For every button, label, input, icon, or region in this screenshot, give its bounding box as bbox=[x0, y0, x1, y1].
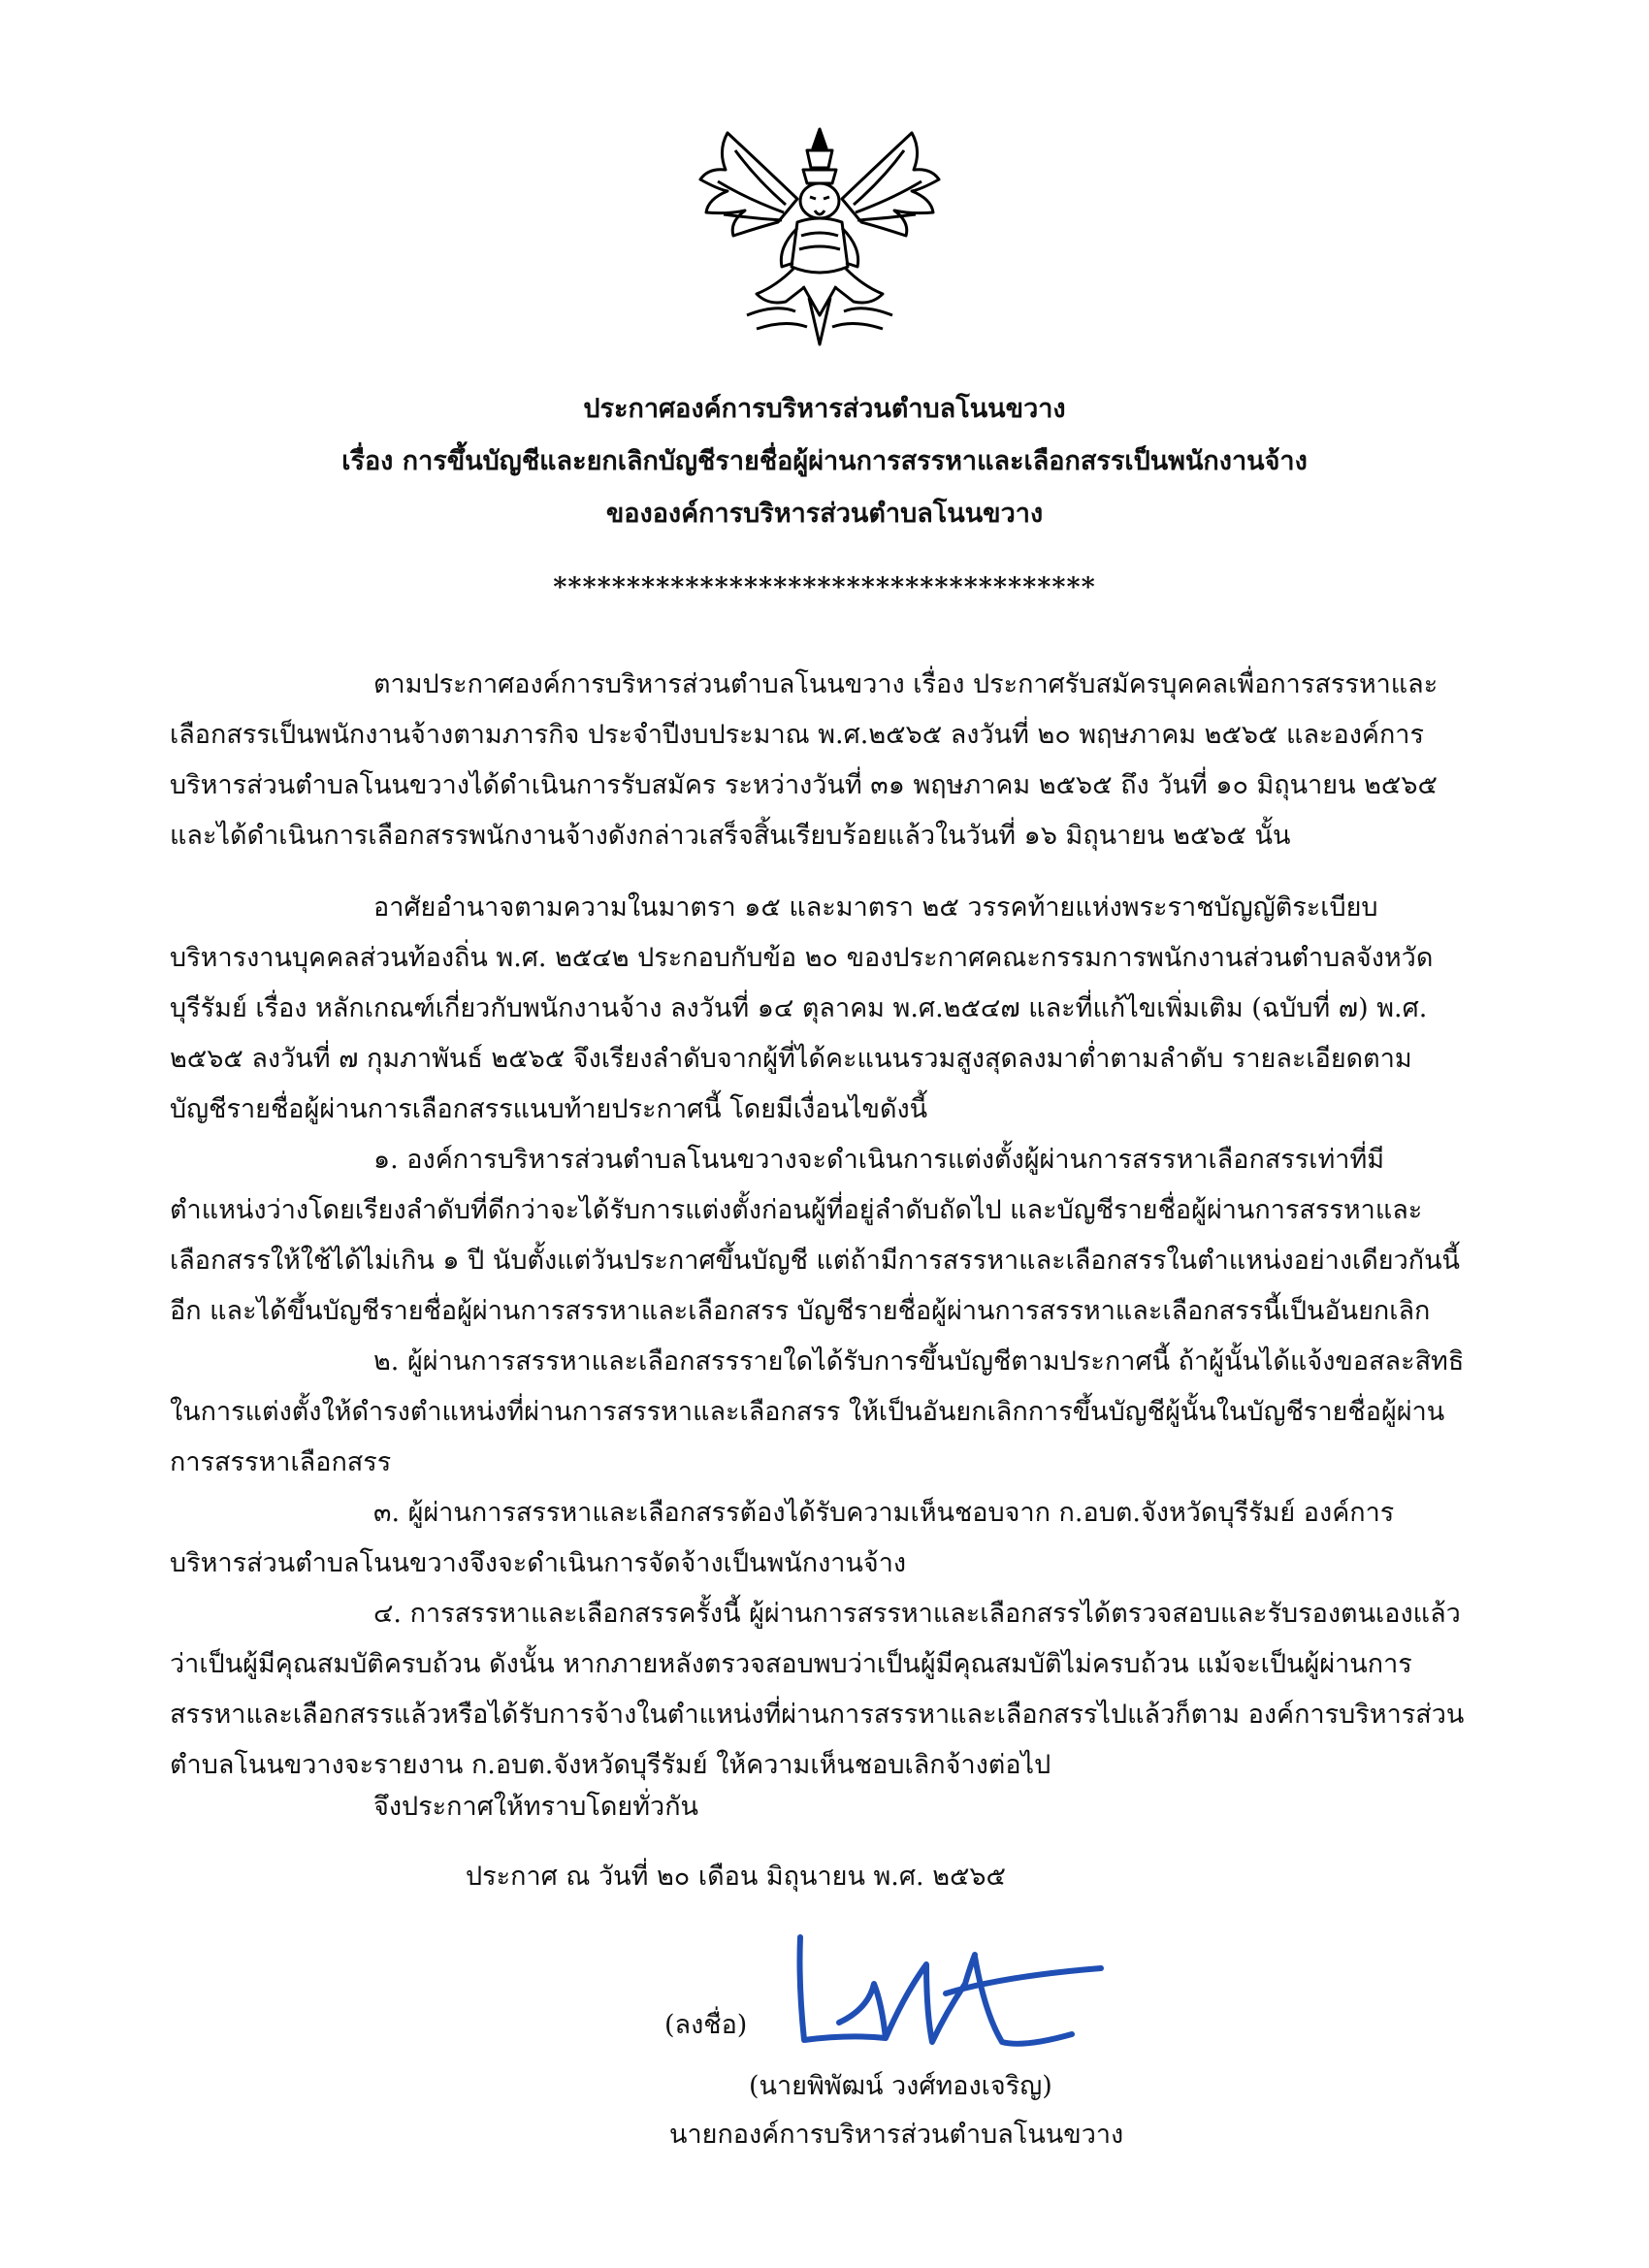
paragraph-line: และได้ดำเนินการเลือกสรรพนักงานจ้างดังกล่าวเสร็จสิ้นเรียบร้อยแล้วในวันที่ ๑๖ มิถุนายน ๒๕๖๕ นั้น bbox=[170, 821, 1291, 851]
paragraph-line: ๔. การสรรหาและเลือกสรรครั้งนี้ ผู้ผ่านการสรรหาและเลือกสรรได้ตรวจสอบและรับรองตนเองแล้ว bbox=[373, 1599, 1461, 1629]
paragraph-line: เลือกสรรเป็นพนักงานจ้างตามภารกิจ ประจำปีงบประมาณ พ.ศ.๒๕๖๕ ลงวันที่ ๒๐ พฤษภาคม ๒๕๖๕ และองค์การ bbox=[170, 720, 1424, 750]
paragraph-authority bbox=[170, 883, 1474, 1135]
paragraph-line: อีก และได้ขึ้นบัญชีรายชื่อผู้ผ่านการสรรหาและเลือกสรร บัญชีรายชื่อผู้ผ่านการสรรหาและเลือกสรรนี้เป็นอันยกเลิก bbox=[170, 1296, 1431, 1326]
signer-position: นายกองค์การบริหารส่วนตำบลโนนขวาง bbox=[669, 2120, 1124, 2150]
title-line-2: เรื่อง การขึ้นบัญชีและยกเลิกบัญชีรายชื่อผู้ผ่านการสรรหาและเลือกสรรเป็นพนักงานจ้าง bbox=[341, 446, 1308, 476]
paragraph-line: ตามประกาศองค์การบริหารส่วนตำบลโนนขวาง เรื่อง ประกาศรับสมัครบุคคลเพื่อการสรรหาและ bbox=[373, 669, 1439, 699]
condition-4 bbox=[170, 1589, 1474, 1791]
garuda-emblem-icon bbox=[689, 121, 951, 359]
paragraph-line: บุรีรัมย์ เรื่อง หลักเกณฑ์เกี่ยวกับพนักงานจ้าง ลงวันที่ ๑๔ ตุลาคม พ.ศ.๒๕๔๗ และที่แก้ไขเพิ่มเติม (ฉบับที่ ๗) พ.ศ. bbox=[170, 993, 1428, 1023]
condition-2 bbox=[170, 1337, 1474, 1488]
paragraph-line: การสรรหาเลือกสรร bbox=[170, 1447, 392, 1477]
star-separator: ************************************* bbox=[553, 572, 1096, 602]
paragraph-line: สรรหาและเลือกสรรแล้วหรือได้รับการจ้างในตำแหน่งที่ผ่านการสรรหาและเลือกสรรไปแล้วก็ตาม องค์การบริหารส่วน bbox=[170, 1700, 1465, 1730]
document-title bbox=[194, 383, 1455, 540]
paragraph-line: บริหารส่วนตำบลโนนขวางจึงจะดำเนินการจัดจ้างเป็นพนักงานจ้าง bbox=[170, 1548, 907, 1578]
condition-3 bbox=[170, 1488, 1474, 1589]
paragraph-line: ว่าเป็นผู้มีคุณสมบัติครบถ้วน ดังนั้น หากภายหลังตรวจสอบพบว่าเป็นผู้มีคุณสมบัติไม่ครบถ้วน แม้จะเป็นผู้ผ่านการ bbox=[170, 1649, 1412, 1679]
signer-name: (นายพิพัฒน์ วงศ์ทองเจริญ) bbox=[749, 2071, 1052, 2101]
paragraph-line: บริหารส่วนตำบลโนนขวางได้ดำเนินการรับสมัคร ระหว่างวันที่ ๓๑ พฤษภาคม ๒๕๖๕ ถึง วันที่ ๑๐ มิถุนายน ๒๕๖๕ bbox=[170, 770, 1438, 800]
signature-label: (ลงชื่อ) bbox=[664, 2010, 748, 2040]
paragraph-line: อาศัยอำนาจตามความในมาตรา ๑๕ และมาตรา ๒๕ วรรคท้ายแห่งพระราชบัญญัติระเบียบ bbox=[373, 892, 1378, 923]
handwritten-signature bbox=[781, 1926, 1149, 2061]
paragraph-line: ตำบลโนนขวางจะรายงาน ก.อบต.จังหวัดบุรีรัมย์ ให้ความเห็นชอบเลิกจ้างต่อไป bbox=[170, 1750, 1051, 1780]
paragraph-line: ๓. ผู้ผ่านการสรรหาและเลือกสรรต้องได้รับความเห็นชอบจาก ก.อบต.จังหวัดบุรีรัมย์ องค์การ bbox=[373, 1498, 1395, 1528]
condition-1 bbox=[170, 1135, 1474, 1337]
title-line-3: ขององค์การบริหารส่วนตำบลโนนขวาง bbox=[605, 499, 1044, 529]
paragraph-line: ในการแต่งตั้งให้ดำรงตำแหน่งที่ผ่านการสรรหาและเลือกสรร ให้เป็นอันยกเลิกการขึ้นบัญชีผู้นั้นในบัญชีรายชื่อผู้ผ่าน bbox=[170, 1397, 1445, 1427]
paragraph-line: บัญชีรายชื่อผู้ผ่านการเลือกสรรแนบท้ายประกาศนี้ โดยมีเงื่อนไขดังนี้ bbox=[170, 1094, 928, 1124]
paragraph-line: ตำแหน่งว่างโดยเรียงลำดับที่ดีกว่าจะได้รับการแต่งตั้งก่อนผู้ที่อยู่ลำดับถัดไป และบัญชีรายชื่อผู้ผ่านการสรรหาและ bbox=[170, 1195, 1423, 1225]
paragraph-line: ๒๕๖๕ ลงวันที่ ๗ กุมภาพันธ์ ๒๕๖๕ จึงเรียงลำดับจากผู้ที่ได้คะแนนรวมสูงสุดลงมาต่ำตามลำดับ รายละเอียดตาม bbox=[170, 1044, 1412, 1074]
paragraph-line: ๒. ผู้ผ่านการสรรหาและเลือกสรรรายใดได้รับการขึ้นบัญชีตามประกาศนี้ ถ้าผู้นั้นได้แจ้งขอสละสิทธิ bbox=[373, 1346, 1465, 1377]
paragraph-line: ๑. องค์การบริหารส่วนตำบลโนนขวางจะดำเนินการแต่งตั้งผู้ผ่านการสรรหาเลือกสรรเท่าที่มี bbox=[373, 1145, 1385, 1175]
title-line-1: ประกาศองค์การบริหารส่วนตำบลโนนขวาง bbox=[583, 394, 1066, 424]
paragraph-intro bbox=[170, 660, 1474, 861]
paragraph-line: บริหารงานบุคคลส่วนท้องถิ่น พ.ศ. ๒๕๔๒ ประกอบกับข้อ ๒๐ ของประกาศคณะกรรมการพนักงานส่วนตำบลจังหวัด bbox=[170, 943, 1434, 973]
announcement-text: จึงประกาศให้ทราบโดยทั่วกัน bbox=[373, 1792, 698, 1822]
paragraph-line: เลือกสรรให้ใช้ได้ไม่เกิน ๑ ปี นับตั้งแต่วันประกาศขึ้นบัญชี แต่ถ้ามีการสรรหาและเลือกสรรในตำแหน่งอย่างเดียวกันนี้ bbox=[170, 1246, 1461, 1276]
announcement-date: ประกาศ ณ วันที่ ๒๐ เดือน มิถุนายน พ.ศ. ๒๕๖๕ bbox=[466, 1862, 1006, 1892]
document-body bbox=[170, 660, 1474, 1791]
